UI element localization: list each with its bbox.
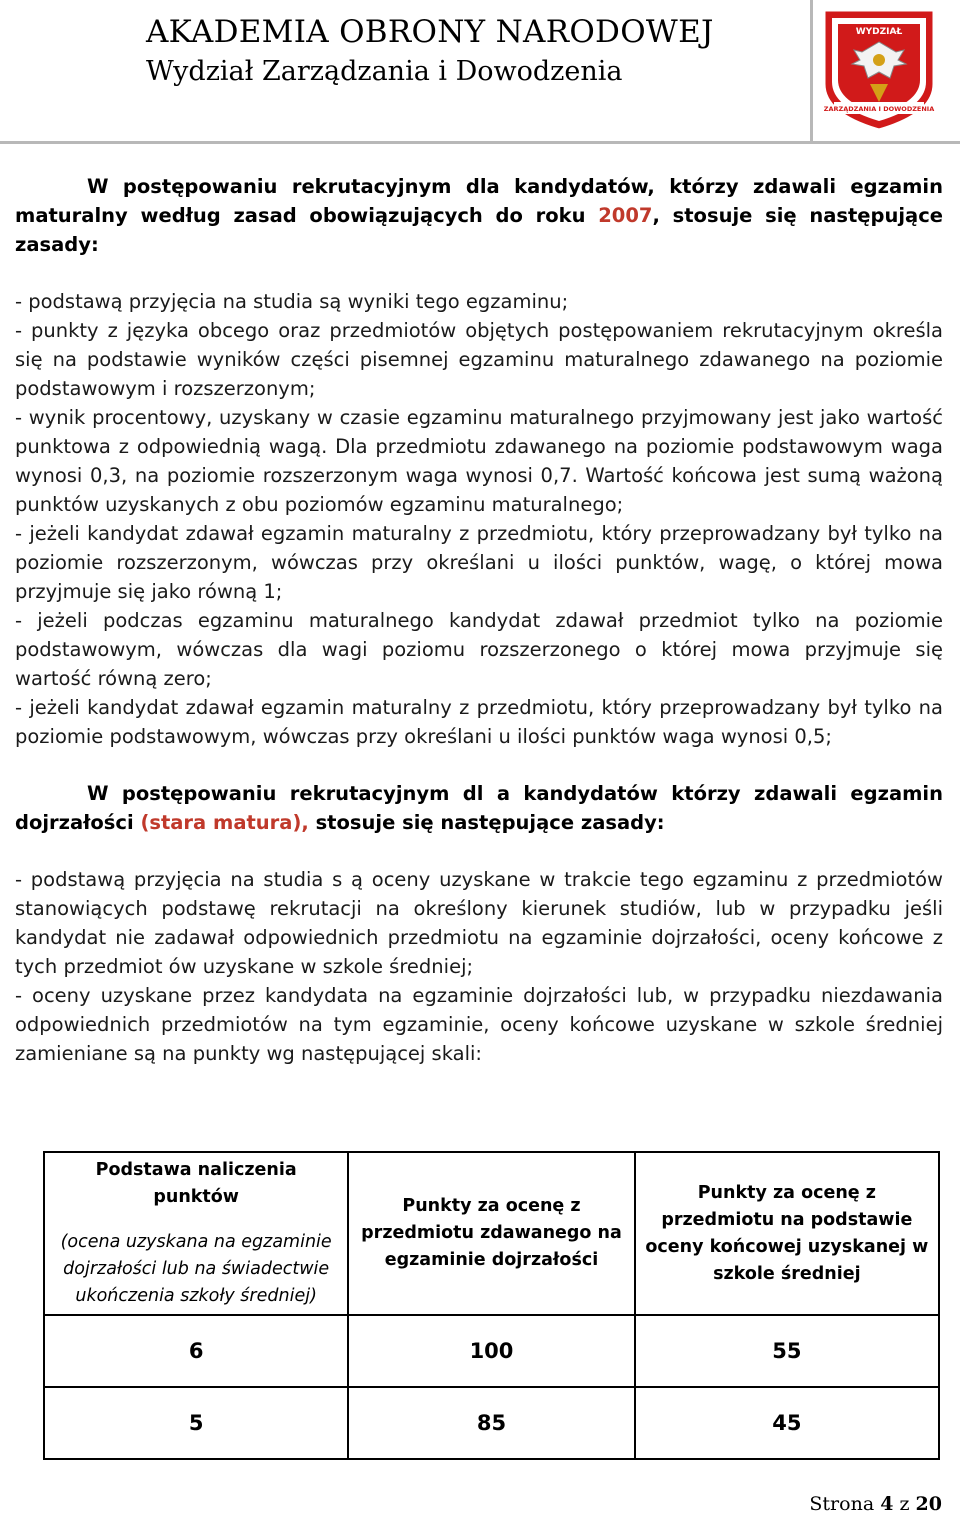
table-cell: 55 xyxy=(635,1315,939,1387)
faculty-name: Wydział Zarządzania i Dowodzenia xyxy=(146,56,623,87)
table-row xyxy=(44,1315,939,1387)
table-cell: 45 xyxy=(635,1387,939,1459)
section1-heading: W postępowaniu rekrutacyjnym dla kandydatów, którzy zdawali egzamin maturalny według zasad obowiązujących do roku 2007, stosuje się następujące zasady: xyxy=(15,175,943,256)
table-header-cell: Punkty za ocenę z przedmiotu na podstawie oceny końcowej uzyskanej w szkole średniej xyxy=(635,1152,939,1315)
document-body xyxy=(15,172,943,1068)
year-highlight: 2007 xyxy=(598,204,653,227)
page-number: Strona 4 z 20 xyxy=(809,1493,942,1515)
table-cell: 5 xyxy=(44,1387,348,1459)
table-cell: 6 xyxy=(44,1315,348,1387)
section2-heading: W postępowaniu rekrutacyjnym dl a kandydatów którzy zdawali egzamin dojrzałości (stara matura), stosuje się następujące zasady: xyxy=(15,782,943,834)
section2-item: - oceny uzyskane przez kandydata na egzaminie dojrzałości lub, w przypadku niezdawania odpowiednich przedmiotów na tym egzaminie, oceny końcowe uzyskane w szkole średniej zamieniane są na punkty wg następującej skali: xyxy=(15,984,943,1065)
section1-item: - jeżeli kandydat zdawał egzamin maturalny z przedmiotu, który przeprowadzany był tylko na poziomie rozszerzonym, wówczas przy określani u ilości punktów, wagę, o której mowa przyjmuje się jako równą 1; xyxy=(15,522,943,603)
table-header-note: (ocena uzyskana na egzaminie dojrzałości lub na świadectwie ukończenia szkoły średniej) xyxy=(60,1232,332,1306)
table-header-cell: Podstawa naliczenia punktów (ocena uzyskana na egzaminie dojrzałości lub na świadectwie ukończenia szkoły średniej) xyxy=(44,1152,348,1315)
section1-item: - podstawą przyjęcia na studia są wyniki tego egzaminu; xyxy=(15,290,569,313)
table-row xyxy=(44,1387,939,1459)
table-header-cell: Punkty za ocenę z przedmiotu zdawanego na egzaminie dojrzałości xyxy=(348,1152,634,1315)
crest-bottom-text: ZARZĄDZANIA I DOWODZENIA xyxy=(823,105,935,113)
section1-item: - jeżeli podczas egzaminu maturalnego kandydat zdawał przedmiot tylko na poziomie podstawowym, wówczas dla wagi poziomu rozszerzonego o której mowa przyjmuje się wartość równą zero; xyxy=(15,609,943,690)
stara-matura-highlight: (stara matura), xyxy=(140,811,309,834)
section2-item: - podstawą przyjęcia na studia s ą oceny uzyskane w trakcie tego egzaminu z przedmiotów stanowiących podstawę rekrutacji na określony kierunek studiów, lub w przypadku jeśli kandydat nie zadawał odpowiednich przedmiotu na egzaminie dojrzałości, oceny końcowe z tych przedmiot ów uzyskane w szkole średniej; xyxy=(15,868,943,978)
table-cell: 100 xyxy=(348,1315,634,1387)
header-divider-vertical xyxy=(810,0,813,141)
crest-top-text: WYDZIAŁ xyxy=(855,27,903,37)
header-divider xyxy=(0,141,960,144)
faculty-crest-logo xyxy=(820,6,938,134)
section1-item: - punkty z języka obcego oraz przedmiotów objętych postępowaniem rekrutacyjnym określa się na podstawie wyników części pisemnej egzaminu maturalnego zdawanego na poziomie podstawowym i rozszerzonym; xyxy=(15,319,943,400)
page-header xyxy=(0,0,960,145)
grade-points-table xyxy=(43,1151,940,1460)
section1-item: - jeżeli kandydat zdawał egzamin maturalny z przedmiotu, który przeprowadzany był tylko na poziomie podstawowym, wówczas przy określani u ilości punktów waga wynosi 0,5; xyxy=(15,696,943,748)
section1-item: - wynik procentowy, uzyskany w czasie egzaminu maturalnego przyjmowany jest jako wartość punktowa z odpowiednią wagą. Dla przedmiotu zdawanego na poziomie podstawowym waga wynosi 0,3, na poziomie rozszerzonym waga wynosi 0,7. Wartość końcowa jest sumą ważoną punktów uzyskanych z obu poziomów egzaminu maturalnego; xyxy=(15,406,943,516)
table-header-row xyxy=(44,1152,939,1315)
institution-name: AKADEMIA OBRONY NARODOWEJ xyxy=(146,14,714,50)
table-cell: 85 xyxy=(348,1387,634,1459)
